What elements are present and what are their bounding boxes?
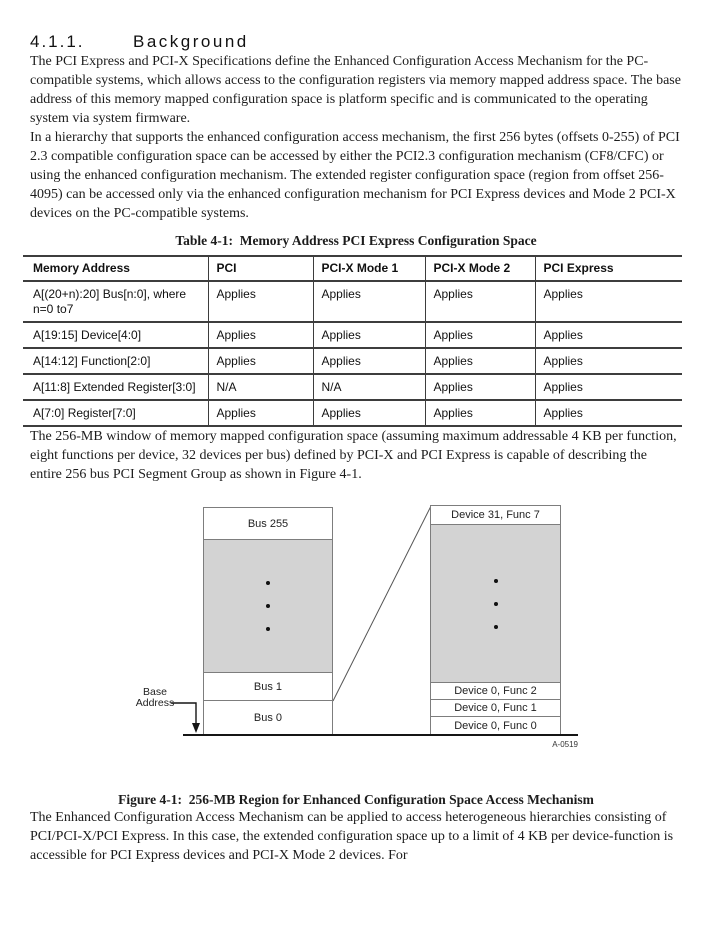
- table-cell: Applies: [208, 281, 313, 322]
- device-31-func-7-label: Device 31, Func 7: [451, 509, 540, 521]
- config-space-table: [23, 255, 682, 427]
- paragraph-2: In a hierarchy that supports the enhanced configuration access mechanism, the first 256 bytes (offsets 0-255) of PCI 2.3 compatible configuration space can be accessed by either the PCI2.3 configuration mechanism (CF8/CFC) or using the enhanced configuration mechanism. The extended register configuration space (region from offset 256-4095) can be accessed only via the enhanced configuration mechanism for PCI Express devices and Mode 2 PCI-X devices on the PC-compatible systems.: [30, 130, 680, 221]
- table-cell: Applies: [425, 374, 535, 400]
- figure-artifact-id: A-0519: [552, 740, 578, 749]
- col-header-pci: PCI: [208, 256, 313, 281]
- table-row: [23, 400, 682, 426]
- table-cell: Applies: [208, 322, 313, 348]
- bus-255-box: [204, 508, 332, 540]
- document-page-lower: [0, 753, 712, 865]
- table-cell: A[14:12] Function[2:0]: [33, 354, 151, 368]
- figure-caption: Figure 4-1: 256-MB Region for Enhanced Configuration Space Access Mechanism: [118, 792, 594, 807]
- device-0-func-0-label: Device 0, Func 0: [454, 720, 537, 732]
- table-row: [23, 374, 682, 400]
- col-header-pci-express: PCI Express: [535, 256, 682, 281]
- base-address-line1: Base: [143, 686, 167, 698]
- table-cell: Applies: [208, 348, 313, 374]
- table-cell: Applies: [535, 400, 682, 426]
- base-address-line2: Address: [135, 697, 175, 709]
- ellipsis-dot: [494, 625, 498, 629]
- table-cell: Applies: [313, 348, 425, 374]
- col-header-memory-address: Memory Address: [33, 261, 130, 275]
- device-0-func-1-label: Device 0, Func 1: [454, 702, 537, 714]
- ellipsis-dot: [266, 627, 270, 631]
- section-title: Background: [133, 32, 249, 51]
- ellipsis-dot: [494, 579, 498, 583]
- bus-255-label: Bus 255: [247, 517, 289, 530]
- table-row: [23, 322, 682, 348]
- base-address-label: [126, 687, 184, 709]
- table-cell: A[11:8] Extended Register[3:0]: [33, 380, 196, 394]
- table-cell: Applies: [425, 400, 535, 426]
- table-cell: Applies: [425, 281, 535, 322]
- section-number: 4.1.1.: [30, 32, 85, 51]
- table-caption: Table 4-1: Memory Address PCI Express Configuration Space: [175, 233, 537, 248]
- device-0-func-2-label: Device 0, Func 2: [454, 685, 537, 697]
- paragraph-3: The 256-MB window of memory mapped configuration space (assuming maximum addressable 4 KB per function, eight functions per device, 32 devices per bus) defined by PCI-X and PCI Express is capable of describing the entire 256 bus PCI Segment Group as shown in Figure 4-1.: [30, 429, 677, 482]
- table-cell: A[(20+n):20] Bus[n:0], where n=0 to7: [33, 287, 187, 316]
- bus-ellipsis-region: [204, 540, 332, 673]
- table-row: [23, 281, 682, 322]
- table-cell: Applies: [313, 322, 425, 348]
- bus-1-label: Bus 1: [253, 680, 283, 693]
- section-heading: [30, 32, 682, 52]
- col-header-pcix-mode2: PCI-X Mode 2: [425, 256, 535, 281]
- device-31-func-7-box: [431, 506, 560, 525]
- table-row: [23, 348, 682, 374]
- figure-4-1: [0, 501, 712, 753]
- table-cell: Applies: [313, 400, 425, 426]
- table-header-row: [23, 256, 682, 281]
- paragraph-1: The PCI Express and PCI-X Specifications define the Enhanced Configuration Access Mechanism for the PC-compatible systems, which allows access to the configuration registers via memory mapped address space. The base address of this memory mapped configuration space is platform specific and is communicated to the operating system via system firmware.: [30, 54, 681, 126]
- figure-baseline: [183, 734, 578, 736]
- ellipsis-dot: [494, 602, 498, 606]
- device-0-func-1-box: [431, 700, 560, 717]
- ellipsis-dot: [266, 604, 270, 608]
- bus-1-box: [204, 673, 332, 701]
- table-cell: N/A: [208, 374, 313, 400]
- bus-0-label: Bus 0: [253, 712, 283, 724]
- device-0-func-0-box: [431, 717, 560, 735]
- table-cell: Applies: [535, 374, 682, 400]
- bus-memory-stack: [203, 507, 333, 736]
- paragraph-4: The Enhanced Configuration Access Mechanism can be applied to access heterogeneous hierarchies consisting of PCI/PCI-X/PCI Express. In this case, the extended configuration space up to a limit of 4 KB per device-function is accessible for PCI Express devices and PCI-X Mode 2 devices. For: [30, 810, 674, 863]
- table-cell: Applies: [535, 281, 682, 322]
- ellipsis-dot: [266, 581, 270, 585]
- device-0-func-2-box: [431, 683, 560, 700]
- table-cell: Applies: [535, 322, 682, 348]
- figure-connector-lines: [0, 501, 712, 753]
- table-cell: A[7:0] Register[7:0]: [33, 406, 136, 420]
- table-cell: N/A: [313, 374, 425, 400]
- col-header-pcix-mode1: PCI-X Mode 1: [313, 256, 425, 281]
- device-function-stack: [430, 505, 561, 736]
- table-cell: A[19:15] Device[4:0]: [33, 328, 142, 342]
- device-ellipsis-region: [431, 525, 560, 683]
- table-cell: Applies: [425, 348, 535, 374]
- table-cell: Applies: [313, 281, 425, 322]
- table-cell: Applies: [208, 400, 313, 426]
- table-cell: Applies: [535, 348, 682, 374]
- bus-0-box: [204, 701, 332, 735]
- table-cell: Applies: [425, 322, 535, 348]
